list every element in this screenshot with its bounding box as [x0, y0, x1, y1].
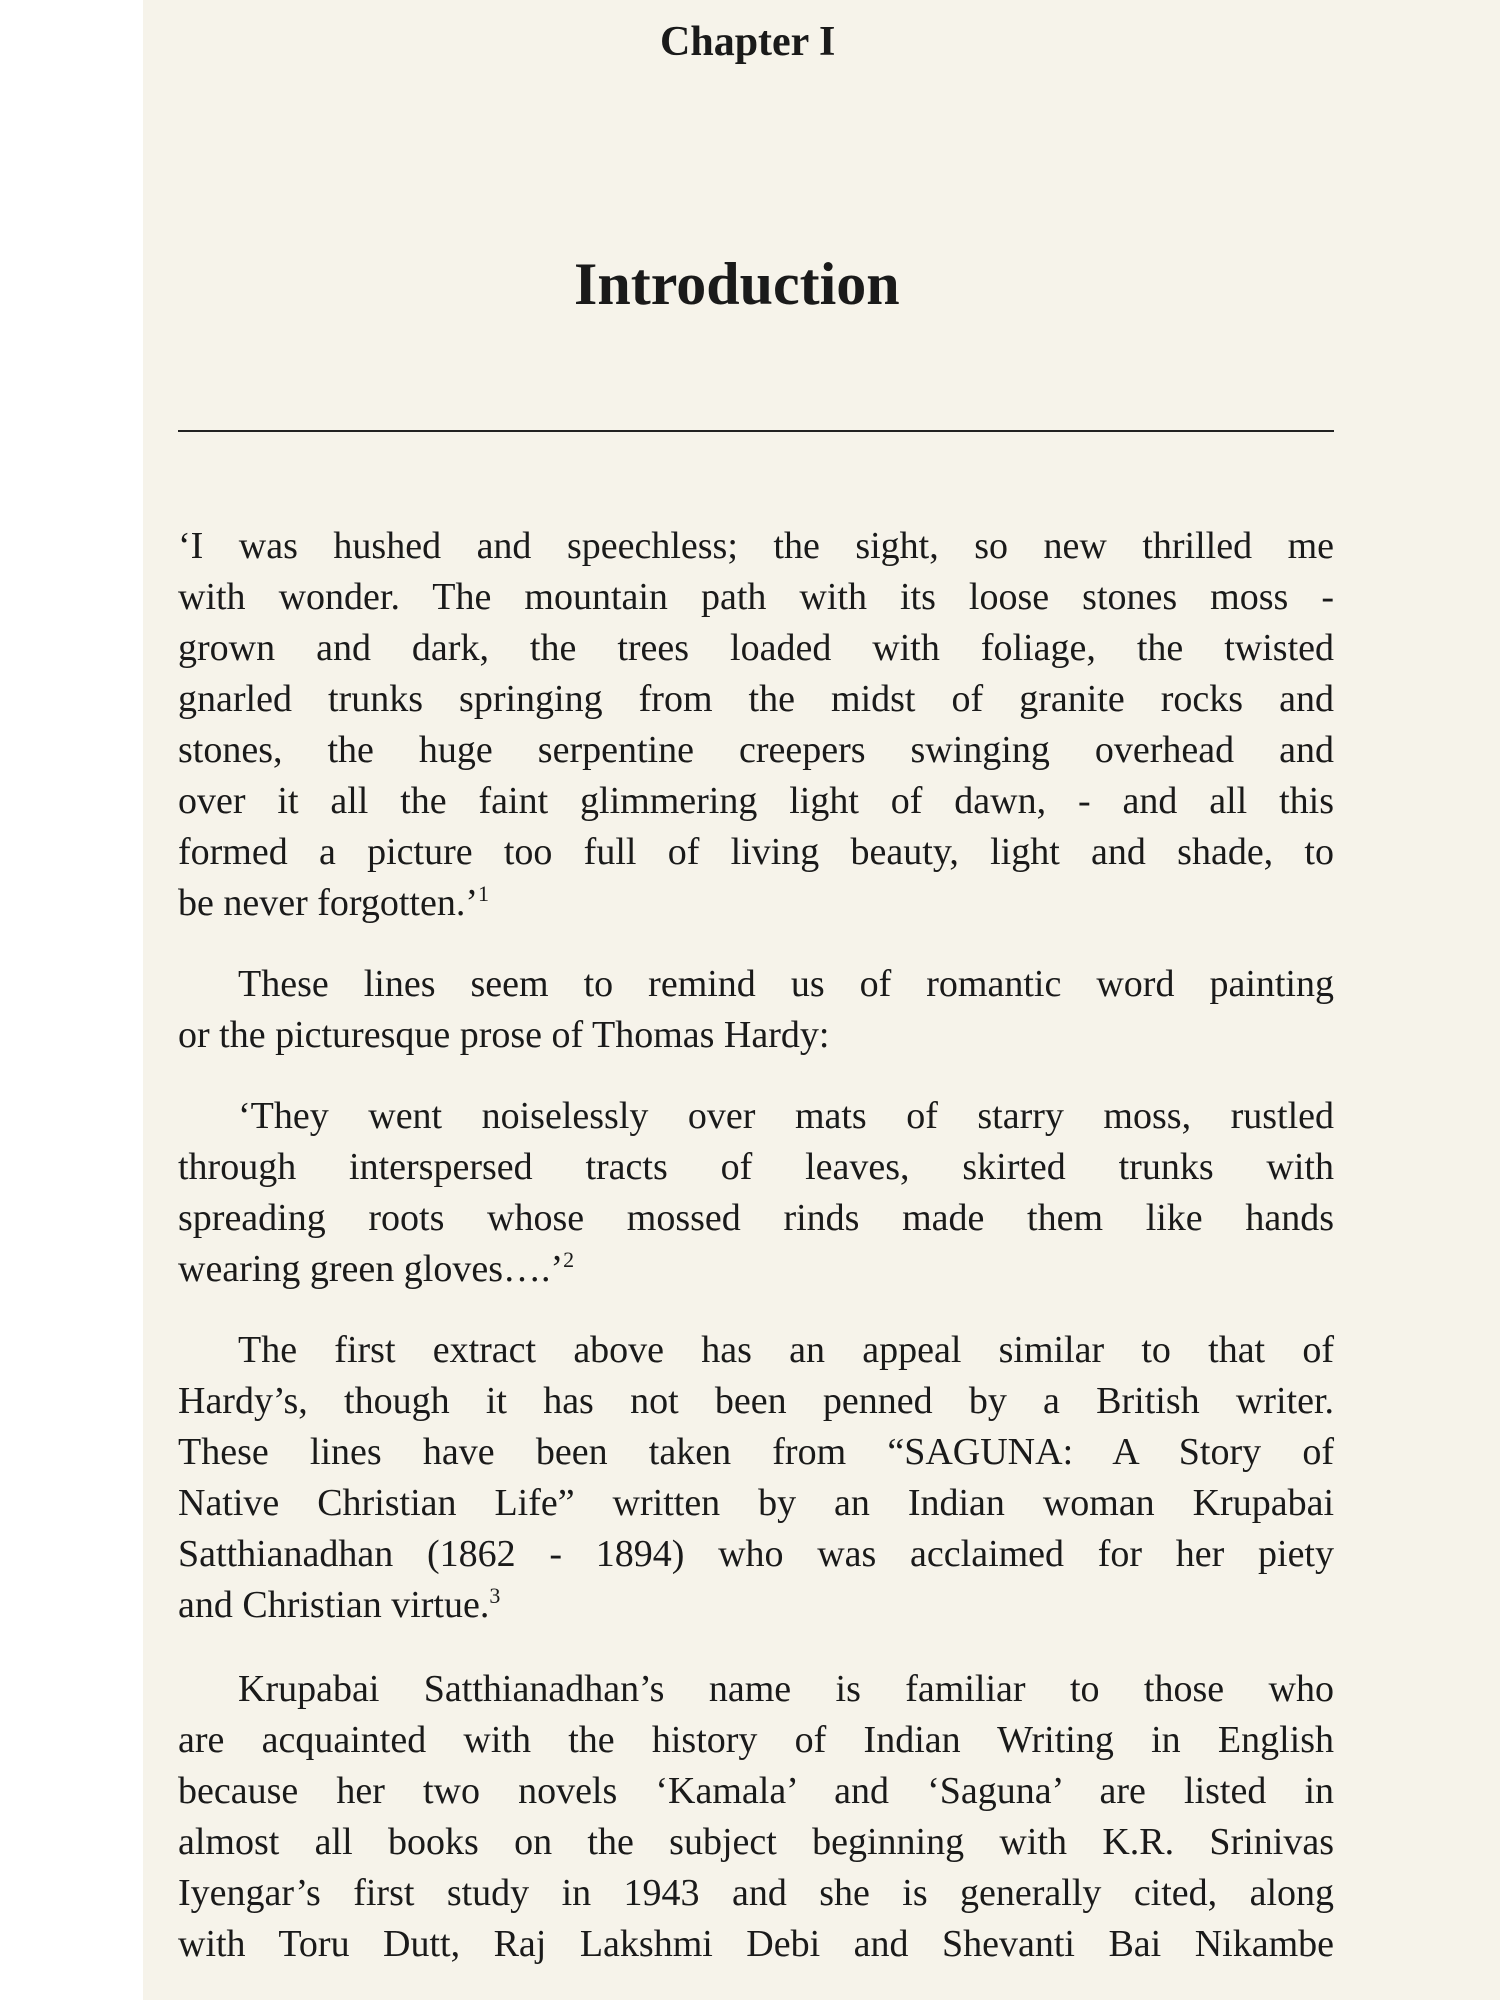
paragraph-text: and Christian virtue. [178, 1584, 490, 1626]
text-line: stones, the huge serpentine creepers swinging overhead and [178, 729, 1334, 771]
text-line: almost all books on the subject beginning with K.R. Srinivas [178, 1821, 1334, 1863]
text-line: with Toru Dutt, Raj Lakshmi Debi and Shevanti Bai Nikambe [178, 1923, 1334, 1965]
text-line: Hardy’s, though it has not been penned by a British writer. [178, 1380, 1334, 1422]
text-line: because her two novels ‘Kamala’ and ‘Saguna’ are listed in [178, 1770, 1334, 1812]
chapter-label: Chapter I [660, 19, 836, 65]
text-line: through interspersed tracts of leaves, skirted trunks with [178, 1146, 1334, 1188]
quote-text: wearing green gloves….’ [178, 1248, 564, 1290]
text-line: ‘I was hushed and speechless; the sight, so new thrilled me [178, 525, 1334, 567]
quote-text: be never forgotten.’ [178, 882, 479, 924]
footnote-marker: 1 [478, 881, 490, 906]
text-line [178, 879, 1334, 927]
footnote-marker: 2 [563, 1247, 575, 1272]
text-line: with wonder. The mountain path with its loose stones moss - [178, 576, 1334, 618]
text-line [178, 1581, 1334, 1629]
text-line [178, 1245, 1334, 1293]
text-line: These lines seem to remind us of romantic word painting [238, 963, 1334, 1005]
footnote-marker: 3 [489, 1583, 501, 1608]
text-line: or the picturesque prose of Thomas Hardy: [178, 1014, 830, 1056]
text-line: The first extract above has an appeal similar to that of [238, 1329, 1334, 1371]
chapter-title: Introduction [574, 251, 900, 317]
text-line: Krupabai Satthianadhan’s name is familiar to those who [238, 1668, 1334, 1710]
text-line: spreading roots whose mossed rinds made them like hands [178, 1197, 1334, 1239]
text-line: over it all the faint glimmering light of dawn, - and all this [178, 780, 1334, 822]
text-line: ‘They went noiselessly over mats of starry moss, rustled [238, 1095, 1334, 1137]
text-line: Iyengar’s first study in 1943 and she is generally cited, along [178, 1872, 1334, 1914]
text-line: Native Christian Life” written by an Indian woman Krupabai [178, 1482, 1334, 1524]
text-line: grown and dark, the trees loaded with foliage, the twisted [178, 627, 1334, 669]
text-line: These lines have been taken from “SAGUNA: A Story of [178, 1431, 1334, 1473]
text-line: gnarled trunks springing from the midst of granite rocks and [178, 678, 1334, 720]
text-line: Satthianadhan (1862 - 1894) who was acclaimed for her piety [178, 1533, 1334, 1575]
title-divider [178, 430, 1334, 432]
text-line: formed a picture too full of living beauty, light and shade, to [178, 831, 1334, 873]
text-line: are acquainted with the history of Indian Writing in English [178, 1719, 1334, 1761]
